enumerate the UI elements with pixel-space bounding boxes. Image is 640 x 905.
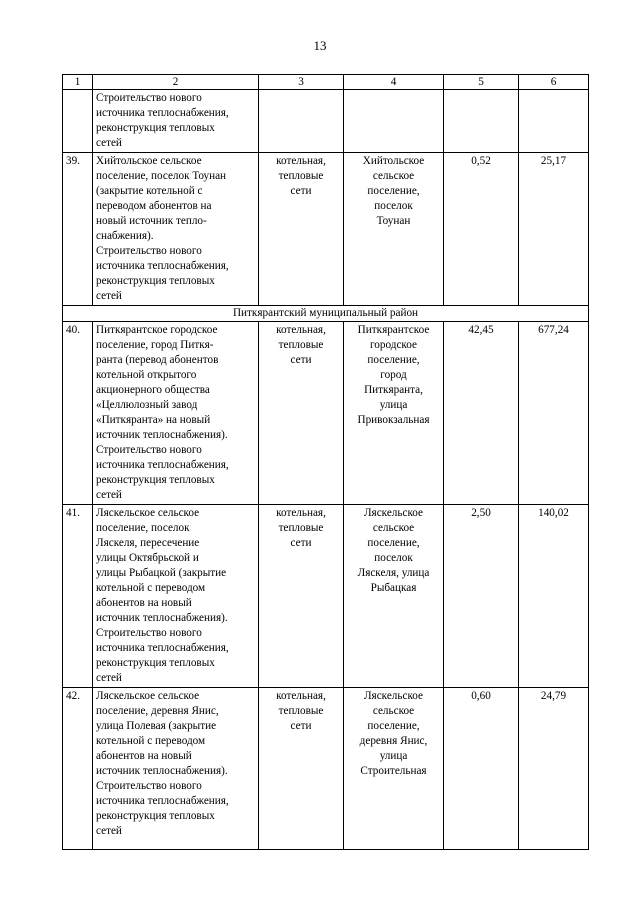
cell-text-line: переводом абонентов на	[96, 200, 212, 212]
cell-text-line: Строительство нового	[96, 92, 202, 104]
row-number: 41.	[63, 505, 93, 688]
row-location	[344, 153, 444, 306]
continuation-row	[63, 90, 589, 153]
cell-text-line: сети	[290, 354, 312, 366]
header-cell: 4	[344, 75, 444, 90]
cell-text-line: Ляскеля, пересечение	[96, 537, 200, 549]
cell-text-line: реконструкция тепловых	[96, 810, 215, 822]
cell-text-line: Ляскельское	[363, 690, 424, 702]
row-value-5: 42,45	[444, 322, 519, 505]
row-number: 39.	[63, 153, 93, 306]
table-row	[63, 688, 589, 850]
row-number: 40.	[63, 322, 93, 505]
cell-text-line: Строительная	[360, 765, 427, 777]
cell-text-line: тепловые	[278, 705, 324, 717]
cell-text-line: сети	[290, 720, 312, 732]
cell-text-line: улицы Октябрьской и	[96, 552, 199, 564]
cell-text-line: снабжения).	[96, 230, 154, 242]
cell-text-line: деревня Янис,	[359, 735, 428, 747]
section-title: Питкярантский муниципальный район	[63, 306, 589, 322]
row-value-6	[519, 90, 589, 153]
cell-text-line: источника теплоснабжения,	[96, 459, 229, 471]
header-cell: 2	[93, 75, 259, 90]
row-description	[93, 90, 259, 153]
cell-text-line: Питкярантское городское	[96, 324, 218, 336]
cell-text-line: город	[380, 369, 407, 381]
cell-text-line: сетей	[96, 290, 122, 302]
row-type	[259, 505, 344, 688]
cell-text-line: поселение, город Питкя-	[96, 339, 214, 351]
row-description	[93, 153, 259, 306]
cell-text-line: реконструкция тепловых	[96, 657, 215, 669]
cell-text-line: Ляскельское сельское	[96, 507, 200, 519]
cell-text-line: абонентов на новый	[96, 597, 192, 609]
cell-text-line: сетей	[96, 137, 122, 149]
cell-text-line: поселок	[374, 552, 413, 564]
cell-text-line: Хийтольское	[362, 155, 425, 167]
cell-text-line: поселок	[374, 200, 413, 212]
row-description	[93, 688, 259, 850]
cell-text-line: поселение, деревня Янис,	[96, 705, 219, 717]
cell-text-line: улица	[379, 399, 408, 411]
cell-text-line: улица	[379, 750, 408, 762]
header-cell: 6	[519, 75, 589, 90]
cell-text-line: котельная,	[276, 507, 326, 519]
cell-text-line: улица Полевая (закрытие	[96, 720, 217, 732]
cell-text-line: «Питкяранта» на новый	[96, 414, 211, 426]
row-description	[93, 322, 259, 505]
cell-text-line: реконструкция тепловых	[96, 275, 215, 287]
cell-text-line: тепловые	[278, 339, 324, 351]
cell-text-line: котельная,	[276, 155, 326, 167]
cell-text-line: источника теплоснабжения,	[96, 107, 229, 119]
cell-text-line: сетей	[96, 825, 122, 837]
cell-text-line: акционерного общества	[96, 384, 210, 396]
cell-text-line: поселение,	[367, 537, 420, 549]
cell-text-line: Ляскельское сельское	[96, 690, 200, 702]
section-row	[63, 306, 589, 322]
header-row	[63, 75, 589, 90]
row-value-5: 2,50	[444, 505, 519, 688]
row-number	[63, 90, 93, 153]
row-location	[344, 322, 444, 505]
row-value-6: 25,17	[519, 153, 589, 306]
cell-text-line: Строительство нового	[96, 627, 202, 639]
header-cell: 5	[444, 75, 519, 90]
cell-text-line: котельной открытого	[96, 369, 197, 381]
cell-text-line: городское	[370, 339, 417, 351]
cell-text-line: котельной с переводом	[96, 582, 206, 594]
row-type	[259, 153, 344, 306]
cell-text-line: котельной с переводом	[96, 735, 206, 747]
cell-text-line: источник теплоснабжения).	[96, 429, 228, 441]
row-value-6: 24,79	[519, 688, 589, 850]
row-value-5	[444, 90, 519, 153]
cell-text-line: Привокзальная	[357, 414, 430, 426]
cell-text-line: ранта (перевод абонентов	[96, 354, 219, 366]
row-value-6: 677,24	[519, 322, 589, 505]
header-cell: 3	[259, 75, 344, 90]
cell-text-line: реконструкция тепловых	[96, 122, 215, 134]
row-type	[259, 322, 344, 505]
table-body	[63, 75, 589, 850]
cell-text-line: поселение,	[367, 185, 420, 197]
row-value-5: 0,60	[444, 688, 519, 850]
cell-text-line: Строительство нового	[96, 780, 202, 792]
cell-text-line: сельское	[372, 170, 415, 182]
row-value-6: 140,02	[519, 505, 589, 688]
row-location	[344, 90, 444, 153]
cell-text-line: Строительство нового	[96, 444, 202, 456]
cell-text-line: источник теплоснабжения).	[96, 765, 228, 777]
cell-text-line: Рыбацкая	[370, 582, 417, 594]
page-number: 13	[313, 38, 327, 53]
cell-text-line: поселение, поселок	[96, 522, 190, 534]
table-row	[63, 322, 589, 505]
cell-text-line: поселение, поселок Тоунан	[96, 170, 227, 182]
cell-text-line: Тоунан	[376, 215, 411, 227]
cell-text-line: котельная,	[276, 690, 326, 702]
row-type	[259, 688, 344, 850]
cell-text-line: (закрытие котельной с	[96, 185, 203, 197]
cell-text-line: Хийтольское сельское	[96, 155, 202, 167]
cell-text-line: сетей	[96, 489, 122, 501]
header-cell: 1	[63, 75, 93, 90]
row-type	[259, 90, 344, 153]
cell-text-line: сельское	[372, 522, 415, 534]
cell-text-line: сетей	[96, 672, 122, 684]
cell-text-line: улицы Рыбацкой (закрытие	[96, 567, 227, 579]
cell-text-line: источника теплоснабжения,	[96, 642, 229, 654]
cell-text-line: источника теплоснабжения,	[96, 795, 229, 807]
cell-text-line: котельная,	[276, 324, 326, 336]
row-value-5: 0,52	[444, 153, 519, 306]
table-row	[63, 153, 589, 306]
cell-text-line: поселение,	[367, 354, 420, 366]
row-location	[344, 688, 444, 850]
cell-text-line: «Целлюлозный завод	[96, 399, 198, 411]
cell-text-line: реконструкция тепловых	[96, 474, 215, 486]
cell-text-line: Ляскельское	[363, 507, 424, 519]
cell-text-line: новый источник тепло-	[96, 215, 207, 227]
cell-text-line: Питкяранта,	[364, 384, 423, 396]
cell-text-line: Ляскеля, улица	[357, 567, 430, 579]
cell-text-line: источника теплоснабжения,	[96, 260, 229, 272]
row-description	[93, 505, 259, 688]
row-number: 42.	[63, 688, 93, 850]
heat-supply-table	[62, 74, 589, 850]
cell-text-line: абонентов на новый	[96, 750, 192, 762]
cell-text-line: поселение,	[367, 720, 420, 732]
cell-text-line: сети	[290, 185, 312, 197]
cell-text-line: тепловые	[278, 170, 324, 182]
cell-text-line: тепловые	[278, 522, 324, 534]
cell-text-line: источник теплоснабжения).	[96, 612, 228, 624]
cell-text-line: Строительство нового	[96, 245, 202, 257]
table-row	[63, 505, 589, 688]
row-location	[344, 505, 444, 688]
cell-text-line: Питкярантское	[357, 324, 430, 336]
cell-text-line: сельское	[372, 705, 415, 717]
cell-text-line: сети	[290, 537, 312, 549]
